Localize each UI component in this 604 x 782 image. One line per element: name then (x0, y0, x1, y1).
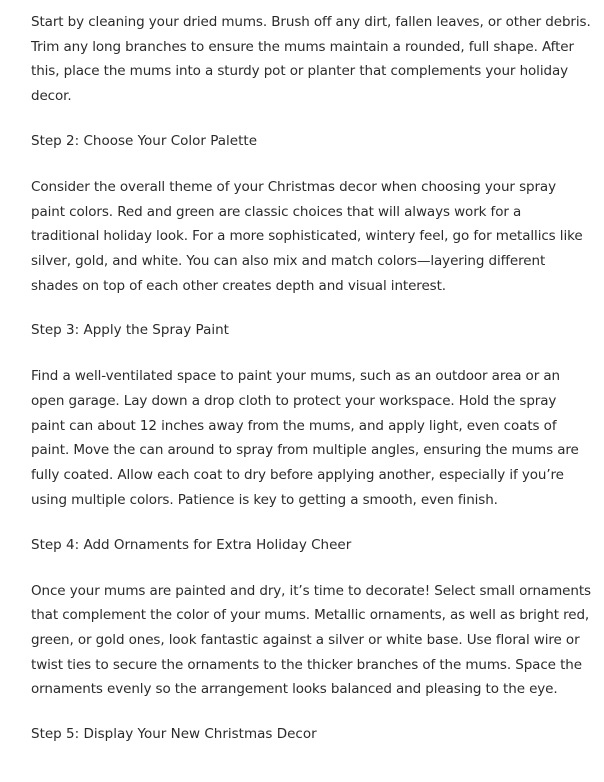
step-3-paragraph: Find a well-ventilated space to paint your mums, such as an outdoor area or an open garage. Lay down a drop cloth to protect your workspace. Hold the spray paint can about 12 inches away from the mums, and apply light, even coats of paint. Move the can around to spray from multiple angles, ensuring the mums are fully coated. Allow each coat to dry before applying another, especially if you’re using multiple colors. Patience is key to getting a smooth, even finish. (31, 368, 579, 508)
step-2-paragraph: Consider the overall theme of your Christmas decor when choosing your spray paint colors. Red and green are classic choices that will always work for a traditional holiday look. For a more sophisticated, wintery feel, go for metallics like silver, gold, and white. You can also mix and match colors—layering different shades on top of each other creates depth and visual interest. (31, 178, 583, 294)
spacer (31, 702, 591, 722)
spacer (31, 342, 591, 364)
spacer (31, 153, 591, 175)
step-3-heading: Step 3: Apply the Spray Paint (31, 322, 229, 339)
step-5-heading: Step 5: Display Your New Christmas Decor (31, 726, 317, 743)
spacer (31, 109, 591, 129)
article-body (31, 10, 591, 746)
spacer (31, 557, 591, 579)
spacer (31, 298, 591, 318)
step-4-heading: Step 4: Add Ornaments for Extra Holiday Cheer (31, 536, 352, 553)
spacer (31, 513, 591, 533)
intro-paragraph: Start by cleaning your dried mums. Brush off any dirt, fallen leaves, or other debris. Trim any long branches to ensure the mums maintain a rounded, full shape. After this, place the mums into a sturdy pot or planter that complements your holiday decor. (31, 14, 591, 105)
step-4-paragraph: Once your mums are painted and dry, it’s time to decorate! Select small ornaments that complement the color of your mums. Metallic ornaments, as well as bright red, green, or gold ones, look fantastic against a silver or white base. Use floral wire or twist ties to secure the ornaments to the thicker branches of the mums. Space the ornaments evenly so the arrangement looks balanced and pleasing to the eye. (31, 582, 591, 698)
step-2-heading: Step 2: Choose Your Color Palette (31, 132, 257, 149)
